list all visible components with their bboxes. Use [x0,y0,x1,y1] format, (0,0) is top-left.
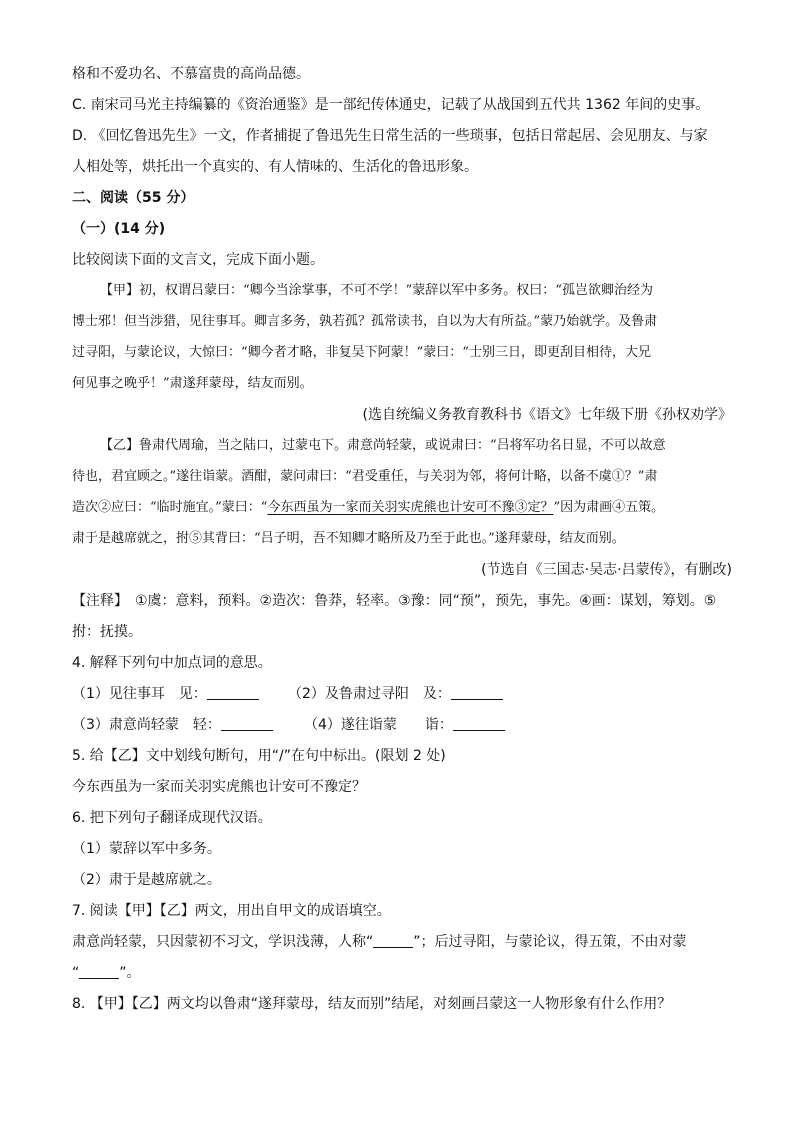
text-span: ”；后过寻阳，与蒙论议，得五策，不由对蒙 [413,934,687,950]
question-5-sentence: 今东西虽为一家而关羽实虎熊也计安可不豫定？ [72,779,366,795]
question-4-item [72,684,288,704]
question-5-title: 5. 给【乙】文中划线句断句，用“/”在句中标出。(限划 2 处) [72,748,446,764]
text-span: 造次②应曰：“临时施宜。”蒙曰：“ [72,500,268,515]
passage-jia-line: 过寻阳，与蒙论议，大惊曰：“卿今者才略，非复吴下阿蒙！”蒙曰：“士别三日，即更刮目相待，大兄 [72,345,651,360]
passage-yi-line [72,498,732,518]
text-span: “ [72,965,80,981]
question-4-item [304,715,505,735]
question-4-item [72,715,304,735]
answer-blank[interactable] [451,685,503,700]
item-label: （2）及鲁肃过寻阳 及： [288,686,451,702]
passage-jia-line: 博士邪！但当涉猎，见往事耳。卿言多务，孰若孤？孤常读书，自以为大有所益。”蒙乃始就学。及鲁肃 [72,314,658,329]
section-title: 二、阅读（55 分） [72,190,195,206]
question-7-title: 7. 阅读【甲】【乙】两文，用出自甲文的成语填空。 [72,903,391,919]
text-span: 肃意尚轻蒙，只因蒙初不习文，学识浅薄，人称“ [72,934,374,950]
source-citation: (节选自《三国志·吴志·吕蒙传》，有删改) [481,562,732,578]
notes-line: 【注释】 ①虞：意料，预料。②造次：鲁莽，轻率。③豫：同“预”，预先，事先。④画：谋划，筹划。⑤ [72,593,717,609]
answer-blank[interactable] [373,933,413,948]
text-line: 人相处等，烘托出一个真实的、有人情味的、生活化的鲁迅形象。 [72,159,478,175]
question-7-text [72,963,732,983]
question-6-item: （2）肃于是越席就之。 [72,872,221,888]
text-line: D. 《回忆鲁迅先生》一文，作者捕捉了鲁迅先生日常生活的一些琐事，包括日常起居、会见朋友、与家 [72,128,708,144]
question-6-item: （1）蒙辞以军中多务。 [72,841,221,857]
text-line: 格和不爱功名、不慕富贵的高尚品德。 [72,66,310,82]
item-label: （3）肃意尚轻蒙 轻： [72,717,221,733]
answer-blank[interactable] [453,716,505,731]
answer-blank[interactable] [79,964,119,979]
text-span: ”。 [119,965,141,981]
item-label: （1）见往事耳 见： [72,686,207,702]
question-7-text [72,932,732,952]
passage-jia-line: 何见事之晚乎！”肃遂拜蒙母，结友而别。 [72,376,313,391]
question-4-title: 4. 解释下列句中加点词的意思。 [72,655,272,671]
item-label: （4）遂往诣蒙 诣： [304,717,453,733]
question-6-title: 6. 把下列句子翻译成现代汉语。 [72,810,272,826]
text-line: C. 南宋司马光主持编纂的《资治通鉴》是一部纪传体通史，记载了从战国到五代共 1362 年间的史事。 [72,97,710,113]
answer-blank[interactable] [207,685,259,700]
passage-yi-line: 肃于是越席就之，拊⑤其背曰：“吕子明，吾不知卿才略所及乃至于此也。”遂拜蒙母，结友而别。 [72,531,625,546]
subsection-title: （一）(14 分) [72,221,166,237]
document-page [72,64,732,1014]
underlined-sentence: 今东西虽为一家而关羽实虎熊也计安可不豫③定？ [267,500,554,515]
notes-line: 拊：抚摸。 [72,624,142,640]
instruction: 比较阅读下面的文言文，完成下面小题。 [72,252,324,268]
passage-jia-line: 【甲】初，权谓吕蒙曰：“卿今当涂掌事，不可不学！”蒙辞以军中多务。权曰：“孤岂欲卿治经为 [100,283,653,298]
question-8-title: 8. 【甲】【乙】两文均以鲁肃“遂拜蒙母，结友而别”结尾，对刻画吕蒙这一人物形象有什么作用？ [72,996,672,1012]
text-span: ”因为肃画④五策。 [553,500,665,515]
question-4-item [288,684,503,704]
question-4-row [72,684,732,704]
passage-yi-line: 【乙】鲁肃代周瑜，当之陆口，过蒙屯下。肃意尚轻蒙，或说肃曰：“吕将军功名日显，不可以故意 [100,438,666,453]
answer-blank[interactable] [221,716,273,731]
source-citation: (选自统编义务教育教科书《语文》七年级下册《孙权劝学》 [362,407,732,423]
passage-yi-line: 待也，君宜顾之。”遂往诣蒙。酒酣，蒙问肃曰：“君受重任，与关羽为邻，将何计略，以备不虞①？”肃 [72,469,658,484]
question-4-row [72,715,732,735]
